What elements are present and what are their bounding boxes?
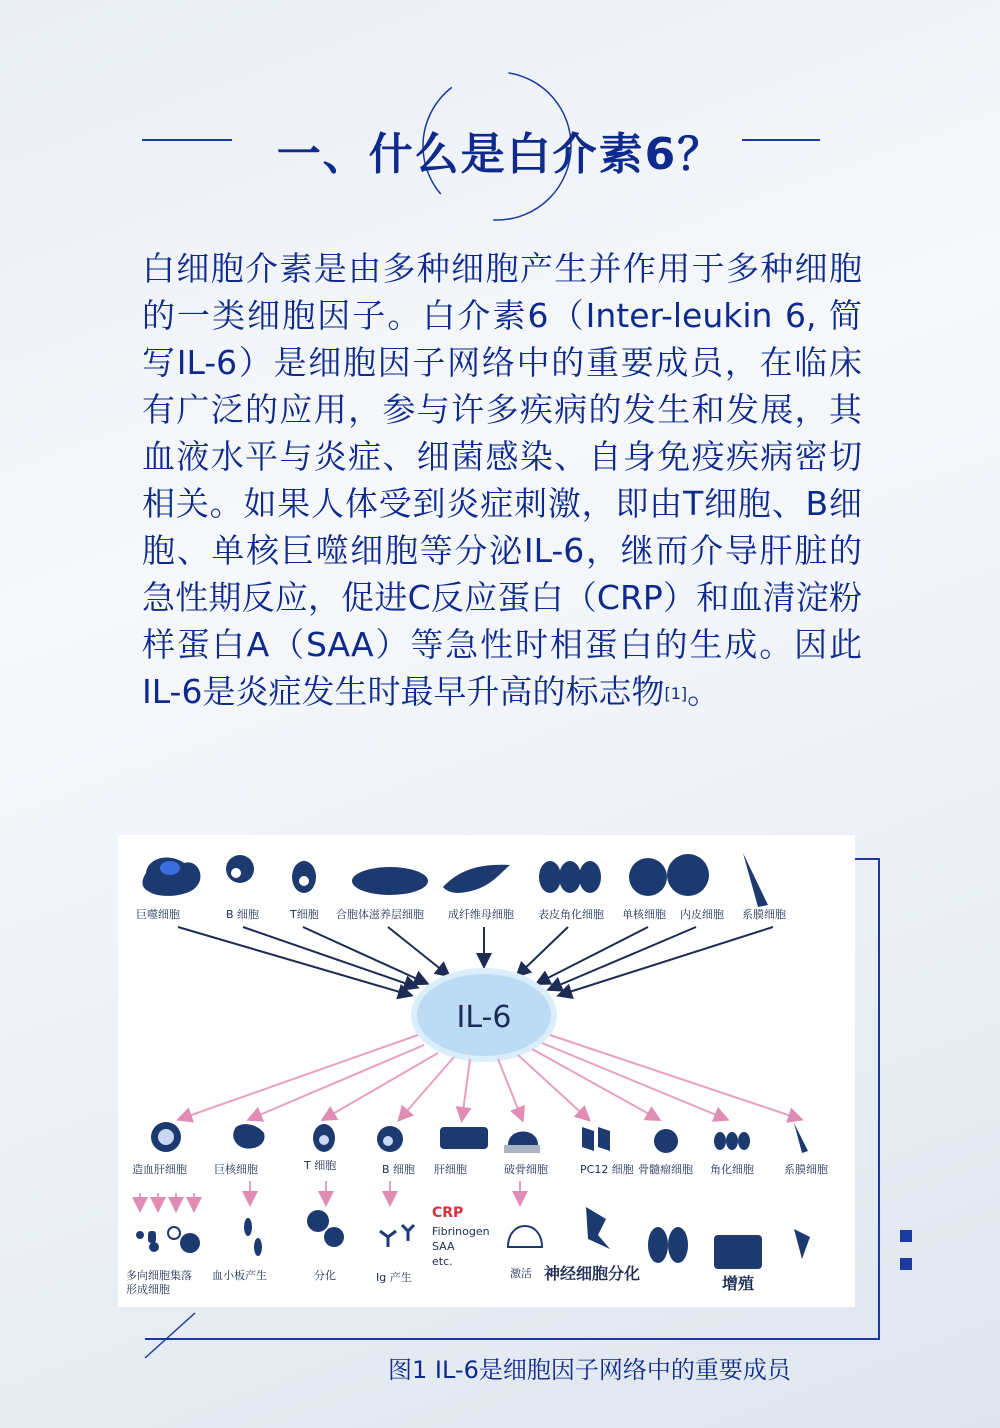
- effect-e4: Ig 产生: [376, 1271, 412, 1284]
- tgt-label-9: 系膜细胞: [784, 1163, 828, 1176]
- effect-activate: 激活: [510, 1267, 532, 1280]
- il6-label: IL-6: [456, 1000, 512, 1035]
- paragraph-end: 。: [687, 672, 721, 711]
- tgt-label-4: 肝细胞: [434, 1163, 467, 1176]
- tgt-label-0: 造血肝细胞: [132, 1163, 187, 1176]
- src-label-0: 巨噬细胞: [136, 908, 180, 921]
- tgt-label-6: PC12 细胞: [580, 1163, 634, 1176]
- b-cell-icon: [226, 855, 254, 883]
- tgt-label-5: 破骨细胞: [504, 1163, 548, 1176]
- mesangial-icon: [743, 853, 768, 907]
- tgt-label-3: B 细胞: [382, 1163, 416, 1176]
- intro-paragraph: [142, 245, 862, 715]
- monocyte-icon: [629, 858, 667, 896]
- src-label-8: 系膜细胞: [742, 908, 786, 921]
- effect-crp: CRP: [432, 1205, 464, 1221]
- endothelial-icon: [667, 854, 709, 896]
- target-cells: [151, 1122, 808, 1153]
- keratinocyte-icon-3: [579, 861, 601, 893]
- effect-neuro: 神经细胞分化: [544, 1264, 641, 1283]
- src-label-2: T细胞: [290, 908, 319, 921]
- effect-etc: etc.: [432, 1255, 453, 1268]
- effect-saa: SAA: [432, 1240, 455, 1253]
- syncytiotrophoblast-icon: [352, 867, 428, 895]
- side-dots: [900, 1230, 916, 1276]
- src-label-6: 单核细胞: [622, 908, 666, 921]
- il6-network-figure: [118, 835, 855, 1307]
- frame-corner: [140, 1308, 230, 1368]
- src-label-5: 表皮角化细胞: [538, 908, 604, 921]
- figure-caption: 图1 IL-6是细胞因子网络中的重要成员: [388, 1356, 791, 1384]
- source-cells: [143, 853, 769, 907]
- effect-e1: 多向细胞集落: [126, 1269, 192, 1282]
- effect-e1b: 形成细胞: [126, 1283, 170, 1296]
- effect-cells: [136, 1207, 810, 1269]
- src-label-3: 合胞体滋养层细胞: [336, 908, 424, 921]
- tgt-label-8: 角化细胞: [710, 1163, 754, 1176]
- il6-diagram: [118, 835, 855, 1307]
- citation-ref[interactable]: [1]: [664, 684, 688, 703]
- effect-prolif: 增殖: [722, 1274, 755, 1293]
- src-label-4: 成纤维母细胞: [448, 908, 514, 921]
- effect-e2: 血小板产生: [212, 1269, 267, 1282]
- effect-e3: 分化: [314, 1269, 336, 1282]
- source-labels: [136, 907, 786, 921]
- fibroblast-icon: [443, 865, 510, 893]
- keratinocyte-icon-1: [539, 861, 561, 893]
- paragraph-text: 白细胞介素是由多种细胞产生并作用于多种细胞的一类细胞因子。白介素6（Inter-leukin 6, 简写IL-6）是细胞因子网络中的重要成员，在临床有广泛的应用，参与许多疾病的发生和发展，其血液水平与炎症、细菌感染、自身免疫疾病密切相关。如果人体受到炎症刺激，即由T细胞、B细胞、单核巨噬细胞等分泌IL-6，继而介导肝脏的急性期反应，促进C反应蛋白（CRP）和血清淀粉样蛋白A（SAA）等急性时相蛋白的生成。因此IL-6是炎症发生时最早升高的标志物: [142, 249, 862, 711]
- page-title: 一、什么是白介素6？: [276, 129, 724, 180]
- src-label-7: 内皮细胞: [680, 908, 724, 921]
- target-labels: [132, 1159, 828, 1176]
- tgt-label-7: 骨髓瘤细胞: [638, 1163, 693, 1176]
- tgt-label-2: T 细胞: [304, 1159, 337, 1172]
- tgt-label-1: 巨核细胞: [214, 1163, 258, 1176]
- effect-fib: Fibrinogen: [432, 1225, 490, 1238]
- keratinocyte-icon-2: [559, 861, 581, 893]
- src-label-1: B 细胞: [226, 908, 260, 921]
